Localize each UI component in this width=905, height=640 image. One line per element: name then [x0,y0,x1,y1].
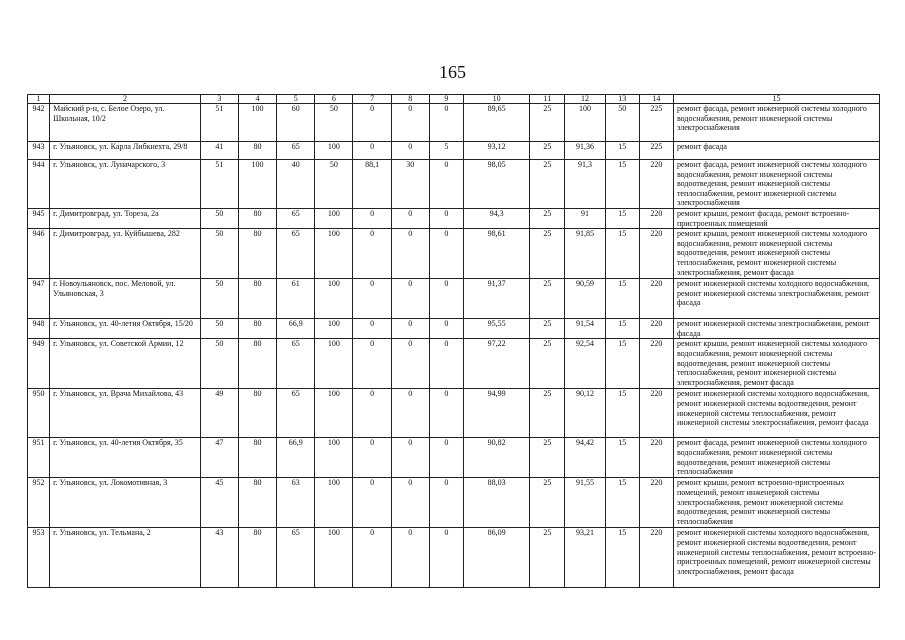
value-cell: 50 [315,104,353,142]
value-cell: 25 [530,528,565,588]
value-cell: 25 [530,319,565,339]
value-cell: 25 [530,478,565,528]
value-cell: 0 [429,319,463,339]
value-cell: 80 [238,209,276,229]
value-cell: 0 [353,319,391,339]
value-cell: 60 [277,104,315,142]
value-cell: 51 [200,104,238,142]
row-number-cell: 942 [28,104,50,142]
value-cell: 220 [639,319,673,339]
value-cell: 90,82 [463,438,529,478]
value-cell: 47 [200,438,238,478]
value-cell: 50 [200,229,238,279]
value-cell: 225 [639,142,673,160]
value-cell: 100 [565,104,605,142]
value-cell: 25 [530,389,565,438]
value-cell: 0 [429,229,463,279]
value-cell: 0 [429,478,463,528]
value-cell: 80 [238,229,276,279]
value-cell: 0 [429,389,463,438]
works-cell: ремонт фасада, ремонт инженерной системы холодного водоснабжения, ремонт инженерной системы водоотведения, ремонт инженерной системы теплоснабжения [673,438,879,478]
page-number: 165 [439,62,466,82]
value-cell: 66,9 [277,319,315,339]
value-cell: 25 [530,160,565,209]
value-cell: 220 [639,209,673,229]
column-header: 14 [639,95,673,104]
value-cell: 25 [530,209,565,229]
value-cell: 0 [391,478,429,528]
value-cell: 0 [353,142,391,160]
value-cell: 95,55 [463,319,529,339]
value-cell: 45 [200,478,238,528]
value-cell: 15 [605,339,639,389]
value-cell: 0 [353,104,391,142]
value-cell: 15 [605,229,639,279]
value-cell: 0 [353,339,391,389]
column-header: 15 [673,95,879,104]
column-header: 10 [463,95,529,104]
value-cell: 100 [315,339,353,389]
address-cell: г. Ульяновск, ул. 40-летия Октября, 15/20 [50,319,201,339]
column-header: 12 [565,95,605,104]
table-row [28,389,880,438]
works-cell: ремонт крыши, ремонт инженерной системы холодного водоснабжения, ремонт инженерной системы водоотведения, ремонт инженерной системы теплоснабжения, ремонт инженерной системы электроснабжения, ремонт фасада [673,229,879,279]
table-row [28,438,880,478]
address-cell: г. Ульяновск, ул. Локомотивная, 3 [50,478,201,528]
value-cell: 15 [605,389,639,438]
works-cell: ремонт крыши, ремонт фасада, ремонт встроенно-пристроенных помещений [673,209,879,229]
value-cell: 220 [639,229,673,279]
value-cell: 15 [605,319,639,339]
value-cell: 100 [315,478,353,528]
value-cell: 100 [238,104,276,142]
table-row [28,209,880,229]
value-cell: 98,61 [463,229,529,279]
value-cell: 80 [238,478,276,528]
table-row [28,319,880,339]
value-cell: 0 [353,279,391,319]
value-cell: 0 [353,209,391,229]
value-cell: 90,12 [565,389,605,438]
column-header: 6 [315,95,353,104]
column-header: 13 [605,95,639,104]
value-cell: 97,22 [463,339,529,389]
value-cell: 80 [238,142,276,160]
value-cell: 91,85 [565,229,605,279]
value-cell: 100 [315,142,353,160]
value-cell: 50 [315,160,353,209]
column-header: 9 [429,95,463,104]
value-cell: 0 [429,528,463,588]
value-cell: 100 [315,319,353,339]
value-cell: 15 [605,160,639,209]
value-cell: 0 [391,438,429,478]
column-header: 4 [238,95,276,104]
value-cell: 0 [353,438,391,478]
value-cell: 15 [605,142,639,160]
works-cell: ремонт фасада [673,142,879,160]
value-cell: 50 [605,104,639,142]
row-number-cell: 948 [28,319,50,339]
value-cell: 65 [277,209,315,229]
value-cell: 100 [315,209,353,229]
value-cell: 225 [639,104,673,142]
works-cell: ремонт фасада, ремонт инженерной системы холодного водоснабжения, ремонт инженерной системы водоотведения, ремонт инженерной системы теплоснабжения, ремонт инженерной системы электроснабжения [673,160,879,209]
address-cell: г. Ульяновск, ул. Врача Михайлова, 43 [50,389,201,438]
value-cell: 92,54 [565,339,605,389]
column-header: 3 [200,95,238,104]
works-cell: ремонт крыши, ремонт встроенно-пристроенных помещений, ремонт инженерной системы электроснабжения, ремонт инженерной системы водоотведения, ремонт инженерной системы теплоснабжения [673,478,879,528]
value-cell: 50 [200,319,238,339]
value-cell: 51 [200,160,238,209]
value-cell: 98,05 [463,160,529,209]
value-cell: 65 [277,528,315,588]
value-cell: 25 [530,229,565,279]
value-cell: 0 [429,104,463,142]
value-cell: 0 [353,528,391,588]
value-cell: 0 [391,319,429,339]
works-cell: ремонт инженерной системы холодного водоснабжения, ремонт инженерной системы водоотведения, ремонт инженерной системы теплоснабжения, ремонт встроенно-пристроенных помещений, ремонт инженерной системы электроснабжения, ремонт фасада [673,528,879,588]
value-cell: 100 [315,528,353,588]
value-cell: 80 [238,438,276,478]
row-number-cell: 947 [28,279,50,319]
value-cell: 80 [238,528,276,588]
value-cell: 25 [530,279,565,319]
value-cell: 100 [315,389,353,438]
value-cell: 88,03 [463,478,529,528]
row-number-cell: 946 [28,229,50,279]
value-cell: 65 [277,142,315,160]
value-cell: 91,3 [565,160,605,209]
value-cell: 49 [200,389,238,438]
value-cell: 0 [353,229,391,279]
value-cell: 220 [639,478,673,528]
value-cell: 220 [639,389,673,438]
table-row [28,279,880,319]
value-cell: 15 [605,438,639,478]
works-cell: ремонт крыши, ремонт инженерной системы холодного водоснабжения, ремонт инженерной системы водоотведения, ремонт инженерной системы теплоснабжения, ремонт инженерной системы электроснабжения, ремонт фасада [673,339,879,389]
value-cell: 0 [391,209,429,229]
value-cell: 94,42 [565,438,605,478]
row-number-cell: 953 [28,528,50,588]
row-number-cell: 950 [28,389,50,438]
table-row [28,104,880,142]
address-cell: г. Димитровград, ул. Тореза, 2а [50,209,201,229]
address-cell: г. Ульяновск, ул. Луначарского, 3 [50,160,201,209]
value-cell: 80 [238,389,276,438]
value-cell: 43 [200,528,238,588]
value-cell: 25 [530,339,565,389]
value-cell: 50 [200,339,238,389]
value-cell: 15 [605,528,639,588]
value-cell: 15 [605,478,639,528]
value-cell: 80 [238,319,276,339]
table-row [28,142,880,160]
value-cell: 5 [429,142,463,160]
value-cell: 91,37 [463,279,529,319]
value-cell: 94,99 [463,389,529,438]
value-cell: 61 [277,279,315,319]
value-cell: 0 [391,339,429,389]
value-cell: 0 [429,438,463,478]
value-cell: 66,9 [277,438,315,478]
column-header: 2 [50,95,201,104]
address-cell: г. Ульяновск, ул. 40-летия Октября, 35 [50,438,201,478]
value-cell: 25 [530,142,565,160]
table-row [28,528,880,588]
address-cell: г. Новоульяновск, пос. Меловой, ул. Ульяновская, 3 [50,279,201,319]
value-cell: 220 [639,339,673,389]
value-cell: 0 [391,528,429,588]
value-cell: 93,12 [463,142,529,160]
row-number-cell: 945 [28,209,50,229]
value-cell: 65 [277,229,315,279]
table-row [28,339,880,389]
column-header: 8 [391,95,429,104]
value-cell: 90,59 [565,279,605,319]
row-number-cell: 943 [28,142,50,160]
works-cell: ремонт инженерной системы холодного водоснабжения, ремонт инженерной системы электроснабжения, ремонт фасада [673,279,879,319]
row-number-cell: 952 [28,478,50,528]
table-row [28,160,880,209]
value-cell: 86,09 [463,528,529,588]
row-number-cell: 944 [28,160,50,209]
value-cell: 0 [429,339,463,389]
address-cell: г. Димитровград, ул. Куйбышева, 282 [50,229,201,279]
value-cell: 65 [277,389,315,438]
value-cell: 0 [391,389,429,438]
works-cell: ремонт инженерной системы холодного водоснабжения, ремонт инженерной системы водоотведения, ремонт инженерной системы теплоснабжения, ремонт инженерной системы электроснабжения, ремонт фасада [673,389,879,438]
value-cell: 30 [391,160,429,209]
address-cell: Майский р-н, с. Белое Озеро, ул. Школьная, 10/2 [50,104,201,142]
value-cell: 220 [639,279,673,319]
address-cell: г. Ульяновск, ул. Карла Либкнехта, 29/8 [50,142,201,160]
value-cell: 0 [391,279,429,319]
table-row [28,478,880,528]
value-cell: 93,21 [565,528,605,588]
works-cell: ремонт фасада, ремонт инженерной системы холодного водоснабжения, ремонт инженерной системы электроснабжения [673,104,879,142]
houses-table [27,94,880,588]
row-number-cell: 951 [28,438,50,478]
column-header: 1 [28,95,50,104]
value-cell: 25 [530,104,565,142]
value-cell: 0 [429,209,463,229]
value-cell: 63 [277,478,315,528]
value-cell: 80 [238,279,276,319]
value-cell: 94,3 [463,209,529,229]
value-cell: 100 [238,160,276,209]
value-cell: 100 [315,229,353,279]
value-cell: 220 [639,160,673,209]
value-cell: 100 [315,279,353,319]
address-cell: г. Ульяновск, ул. Советской Армии, 12 [50,339,201,389]
value-cell: 91,55 [565,478,605,528]
value-cell: 0 [391,229,429,279]
value-cell: 220 [639,528,673,588]
value-cell: 88,1 [353,160,391,209]
value-cell: 0 [391,142,429,160]
value-cell: 91,36 [565,142,605,160]
column-header: 5 [277,95,315,104]
value-cell: 15 [605,279,639,319]
address-cell: г. Ульяновск, ул. Тельмана, 2 [50,528,201,588]
value-cell: 41 [200,142,238,160]
value-cell: 220 [639,438,673,478]
value-cell: 0 [353,389,391,438]
value-cell: 100 [315,438,353,478]
works-cell: ремонт инженерной системы электроснабжения, ремонт фасада [673,319,879,339]
value-cell: 0 [429,160,463,209]
row-number-cell: 949 [28,339,50,389]
value-cell: 89,65 [463,104,529,142]
value-cell: 40 [277,160,315,209]
column-header: 7 [353,95,391,104]
value-cell: 80 [238,339,276,389]
value-cell: 50 [200,279,238,319]
column-header: 11 [530,95,565,104]
value-cell: 0 [353,478,391,528]
value-cell: 0 [391,104,429,142]
value-cell: 15 [605,209,639,229]
value-cell: 91 [565,209,605,229]
value-cell: 50 [200,209,238,229]
value-cell: 65 [277,339,315,389]
value-cell: 0 [429,279,463,319]
value-cell: 25 [530,438,565,478]
table-row [28,229,880,279]
value-cell: 91,54 [565,319,605,339]
header-row [28,95,880,104]
